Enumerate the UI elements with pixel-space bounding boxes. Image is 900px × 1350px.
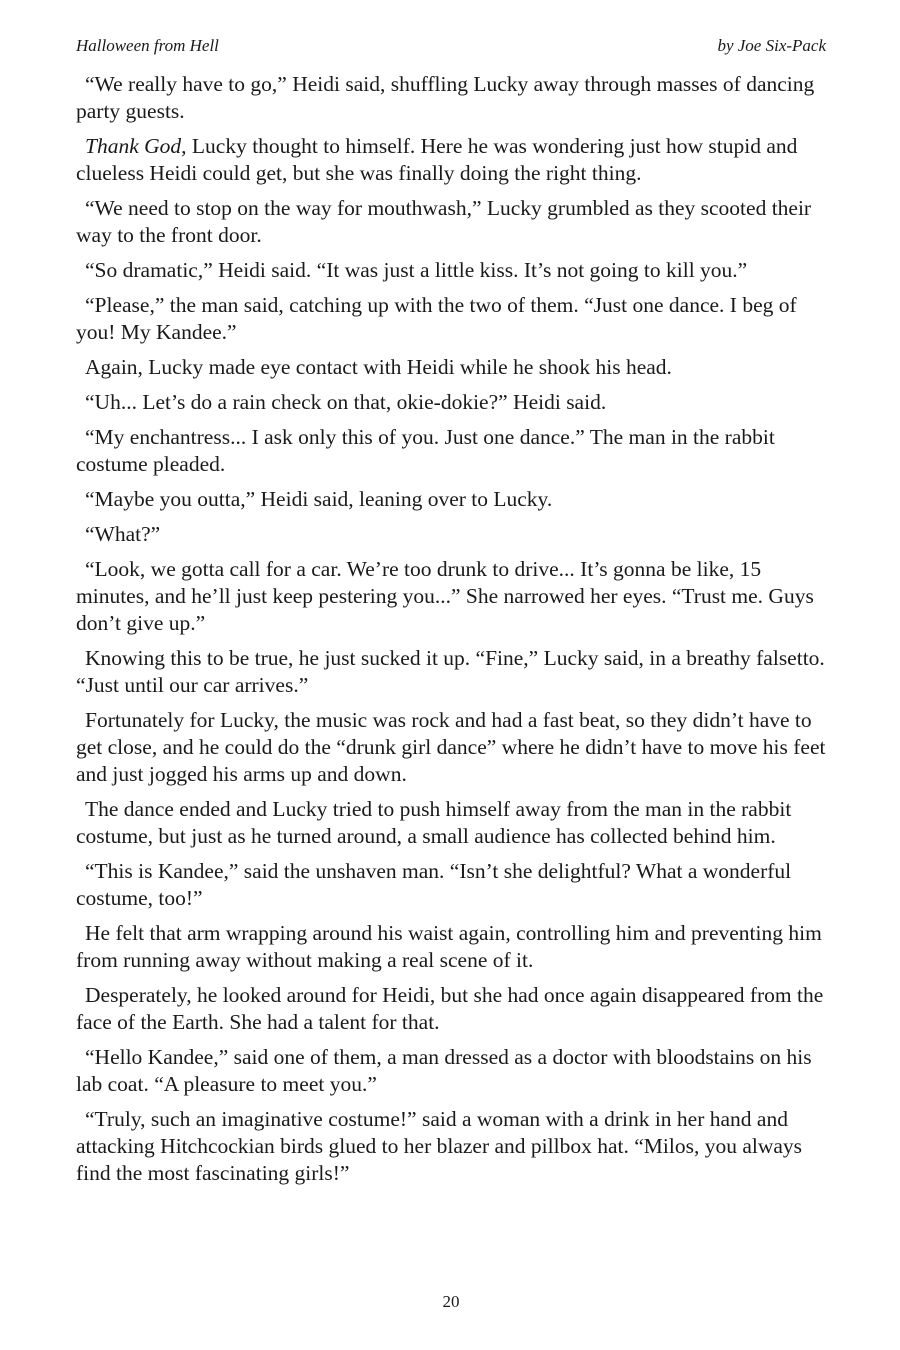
header-book-title: Halloween from Hell [76,36,219,55]
book-page [76,0,826,1350]
paragraph-text: “Hello Kandee,” said one of them, a man dressed as a doctor with bloodstains on his lab coat. “A pleasure to meet you.” [76,1045,812,1096]
paragraph-text: The dance ended and Lucky tried to push himself away from the man in the rabbit costume, but just as he turned around, a small audience has collected behind him. [76,797,792,848]
paragraph [76,556,826,637]
page-number: 20 [442,1292,460,1311]
paragraph-text: Fortunately for Lucky, the music was rock and had a fast beat, so they didn’t have to get close, and he could do the “drunk girl dance” where he didn’t have to move his feet and just jogged his arms up and down. [76,708,826,786]
paragraph-text: “My enchantress... I ask only this of you. Just one dance.” The man in the rabbit costume pleaded. [76,425,775,476]
paragraph [76,796,826,850]
paragraph [76,424,826,478]
paragraph-text: He felt that arm wrapping around his waist again, controlling him and preventing him from running away without making a real scene of it. [76,921,822,972]
paragraph [76,521,826,548]
paragraph [76,133,826,187]
paragraph-text: “Truly, such an imaginative costume!” said a woman with a drink in her hand and attacking Hitchcockian birds glued to her blazer and pillbox hat. “Milos, you always find the most fascinating girls!” [76,1107,803,1185]
paragraph [76,257,826,284]
paragraph [76,645,826,699]
paragraph-text: “We need to stop on the way for mouthwash,” Lucky grumbled as they scooted their way to the front door. [76,196,812,247]
paragraph [76,1106,826,1187]
body-text [76,71,826,1195]
header-author: by Joe Six-Pack [717,36,826,55]
paragraph [76,195,826,249]
paragraph [76,71,826,125]
paragraph-text: “We really have to go,” Heidi said, shuffling Lucky away through masses of dancing party guests. [76,72,815,123]
paragraph-text: “What?” [85,522,161,546]
paragraph [76,292,826,346]
paragraph [76,858,826,912]
paragraph-text: “Please,” the man said, catching up with the two of them. “Just one dance. I beg of you! My Kandee.” [76,293,797,344]
paragraph-text: “Look, we gotta call for a car. We’re too drunk to drive... It’s gonna be like, 15 minutes, and he’ll just keep pestering you...” She narrowed her eyes. “Trust me. Guys don’t give up.” [76,557,814,635]
paragraph-text: “This is Kandee,” said the unshaven man. “Isn’t she delightful? What a wonderful costume, too!” [76,859,792,910]
paragraph [76,354,826,381]
paragraph-text: Knowing this to be true, he just sucked it up. “Fine,” Lucky said, in a breathy falsetto. “Just until our car arrives.” [76,646,825,697]
paragraph [76,920,826,974]
running-header [76,36,826,58]
paragraph [76,389,826,416]
paragraph-text: Again, Lucky made eye contact with Heidi while he shook his head. [85,355,672,379]
paragraph-text: “Uh... Let’s do a rain check on that, okie-dokie?” Heidi said. [85,390,607,414]
paragraph [76,1044,826,1098]
paragraph [76,486,826,513]
paragraph-text: Desperately, he looked around for Heidi, but she had once again disappeared from the face of the Earth. She had a talent for that. [76,983,824,1034]
paragraph-text: “So dramatic,” Heidi said. “It was just a little kiss. It’s not going to kill you.” [85,258,748,282]
paragraph-text: “Maybe you outta,” Heidi said, leaning over to Lucky. [85,487,553,511]
paragraph-lead: Thank God, [85,134,187,158]
paragraph [76,982,826,1036]
paragraph-text: Lucky thought to himself. Here he was wondering just how stupid and clueless Heidi could get, but she was finally doing the right thing. [76,134,798,185]
paragraph [76,707,826,788]
